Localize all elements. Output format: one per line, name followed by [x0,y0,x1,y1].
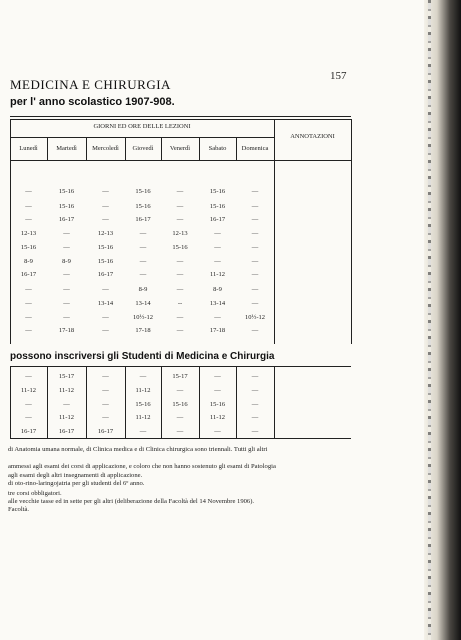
table-cell: — [251,387,259,394]
page-number: 157 [330,70,347,82]
table-cell: — [63,300,70,307]
table-cell: — [251,327,259,334]
table-cell: 15-16 [58,188,75,195]
table-cell: — [251,244,259,251]
table2-annotations-divider [274,366,275,438]
table-cell: — [102,203,109,210]
day-header: Lunedì [19,145,38,152]
table-cell: — [176,414,184,421]
table-cell: — [176,387,184,394]
table-cell: 15-17 [58,373,75,380]
table-cell: 11-12 [135,387,151,394]
table-cell: — [102,414,109,421]
table-cell: — [176,428,184,435]
note-line-7: Facoltà. [8,506,30,513]
table-cell: — [25,314,32,321]
table-right-rule [351,119,352,344]
table-cell: 15-16 [135,188,151,195]
table-cell: — [25,327,32,334]
table-header-bottom-rule [10,160,351,161]
table-cell: — [63,244,70,251]
table-cell: 17-18 [209,327,226,334]
table-cell: — [102,373,109,380]
table-cell: — [139,230,147,237]
table-cell: 16-17 [209,216,226,223]
table-cell: — [25,286,32,293]
table-cell: — [251,373,259,380]
table-cell: 13-14 [135,300,151,307]
table-cell: 15-16 [209,401,226,408]
section-heading: possono inscriversi gli Studenti di Medicina e Chirurgia [10,351,275,362]
page-title: MEDICINA E CHIRURGIA [10,77,171,92]
table-cell: — [214,373,221,380]
table-cell: — [25,203,32,210]
table-cell: — [214,428,221,435]
table-cell: 13-14 [97,300,114,307]
table-cell: 17-18 [58,327,75,334]
group-header: GIORNI ED ORE DELLE LEZIONI [93,123,191,130]
table-cell: — [25,300,32,307]
table-cell: — [102,387,109,394]
table-cell: — [25,401,32,408]
table-cell: 8-9 [24,258,33,265]
table-cell: — [176,188,184,195]
table-cell: 15-17 [172,373,188,380]
table-cell: — [214,314,221,321]
table-cell: — [63,314,70,321]
table-cell: — [25,414,32,421]
table-cell: 12-13 [20,230,37,237]
table-cell: 16-17 [97,271,114,278]
table-cell: — [176,286,184,293]
table-cell: — [102,327,109,334]
table-cell: — [63,271,70,278]
table-cell: 15-16 [20,244,37,251]
table-cell: 15-16 [97,258,114,265]
table-top-rule [10,116,351,117]
page-subtitle: per l' anno scolastico 1907-908. [10,96,175,108]
table-cell: 15-16 [58,203,75,210]
table-cell: 11-12 [59,387,74,394]
table2-top-rule [10,366,351,367]
table-cell: 11-12 [21,387,36,394]
table-cell: — [251,414,259,421]
day-header: Venerdì [169,145,191,152]
table-cell: 12-13 [172,230,188,237]
day-header: Mercoledì [92,145,119,152]
table-cell: — [139,258,147,265]
table-cell: 8-9 [138,286,148,293]
table-cell: — [251,300,259,307]
day-header: Giovedì [132,145,154,152]
table-cell: 10½-12 [244,314,266,321]
table-cell: — [176,327,184,334]
table-cell: 11-12 [210,271,225,278]
table-cell: — [176,258,184,265]
note-line-1: di Anatomia umana normale, di Clinica medica e di Clinica chirurgica sono triennali. Tutti gli altri [8,446,268,453]
table-cell: — [25,216,32,223]
table-cell: 11-12 [135,414,151,421]
note-line-6: alle vecchie tasse ed in sette per gli altri (deliberazione della Facoltà del 14 Novembre 1906). [8,498,255,505]
table-cell: 16-17 [97,428,114,435]
annotations-header: ANNOTAZIONI [290,133,335,140]
table-cell: — [251,216,259,223]
table-cell: — [214,244,221,251]
table-cell: — [176,271,184,278]
table-cell: — [63,286,70,293]
table-cell: 17-18 [135,327,151,334]
group-header-rule [10,137,274,138]
table-cell: 11-12 [210,414,225,421]
table-cell: -- [177,300,183,307]
table-cell: — [139,271,147,278]
table-cell: 8-9 [62,258,71,265]
table-cell: 13-14 [209,300,226,307]
table-cell: — [102,188,109,195]
table-cell: — [102,314,109,321]
table-cell: — [102,216,109,223]
table-cell: 10½-12 [132,314,154,321]
note-line-5: tre corsi obbligatori. [8,490,62,497]
table-cell: 16-17 [135,216,151,223]
table-cell: 16-17 [58,428,75,435]
table-cell: — [139,244,147,251]
note-line-2: ammessi agli esami dei corsi di applicazione, e coloro che non hanno sostenuto gli esami di Patologia [8,463,276,470]
day-header: Domenica [241,145,269,152]
annotations-divider [274,119,275,344]
table-cell: — [214,258,221,265]
table-cell: 15-16 [172,244,188,251]
table-cell: 8-9 [213,286,222,293]
page-edge [428,0,431,640]
table2-bottom-rule [10,438,351,439]
table-cell: 15-16 [135,203,151,210]
table-cell: 11-12 [59,414,74,421]
day-header: Martedì [56,145,77,152]
table-cell: 15-16 [135,401,151,408]
table-cell: — [25,373,32,380]
table-cell: — [214,387,221,394]
table-cell: — [63,401,70,408]
table-cell: — [176,203,184,210]
table-cell: — [176,314,184,321]
table-top-rule-2 [10,119,351,120]
table-cell: — [139,428,147,435]
table-cell: — [251,401,259,408]
table-cell: — [102,401,109,408]
table-cell: — [25,188,32,195]
table-cell: — [63,230,70,237]
table-cell: — [251,258,259,265]
note-line-4: di oto-rino-laringojatria per gli studenti del 6º anno. [8,480,145,487]
table-cell: 15-16 [172,401,188,408]
table-cell: 15-16 [97,244,114,251]
day-header: Sabato [208,145,227,152]
table-cell: — [251,271,259,278]
table-cell: 12-13 [97,230,114,237]
table-cell: — [214,230,221,237]
table-cell: 16-17 [20,428,37,435]
table-cell: — [139,373,147,380]
table-cell: 16-17 [58,216,75,223]
table-cell: 15-16 [209,203,226,210]
table-cell: — [251,286,259,293]
note-line-3: agli esami degli altri insegnamenti di applicazione. [8,472,143,479]
table-cell: 16-17 [20,271,37,278]
table-cell: — [251,203,259,210]
table-cell: — [176,216,184,223]
table-cell: 15-16 [209,188,226,195]
table-cell: — [251,428,259,435]
table-cell: — [102,286,109,293]
table-cell: — [251,230,259,237]
table-cell: — [251,188,259,195]
